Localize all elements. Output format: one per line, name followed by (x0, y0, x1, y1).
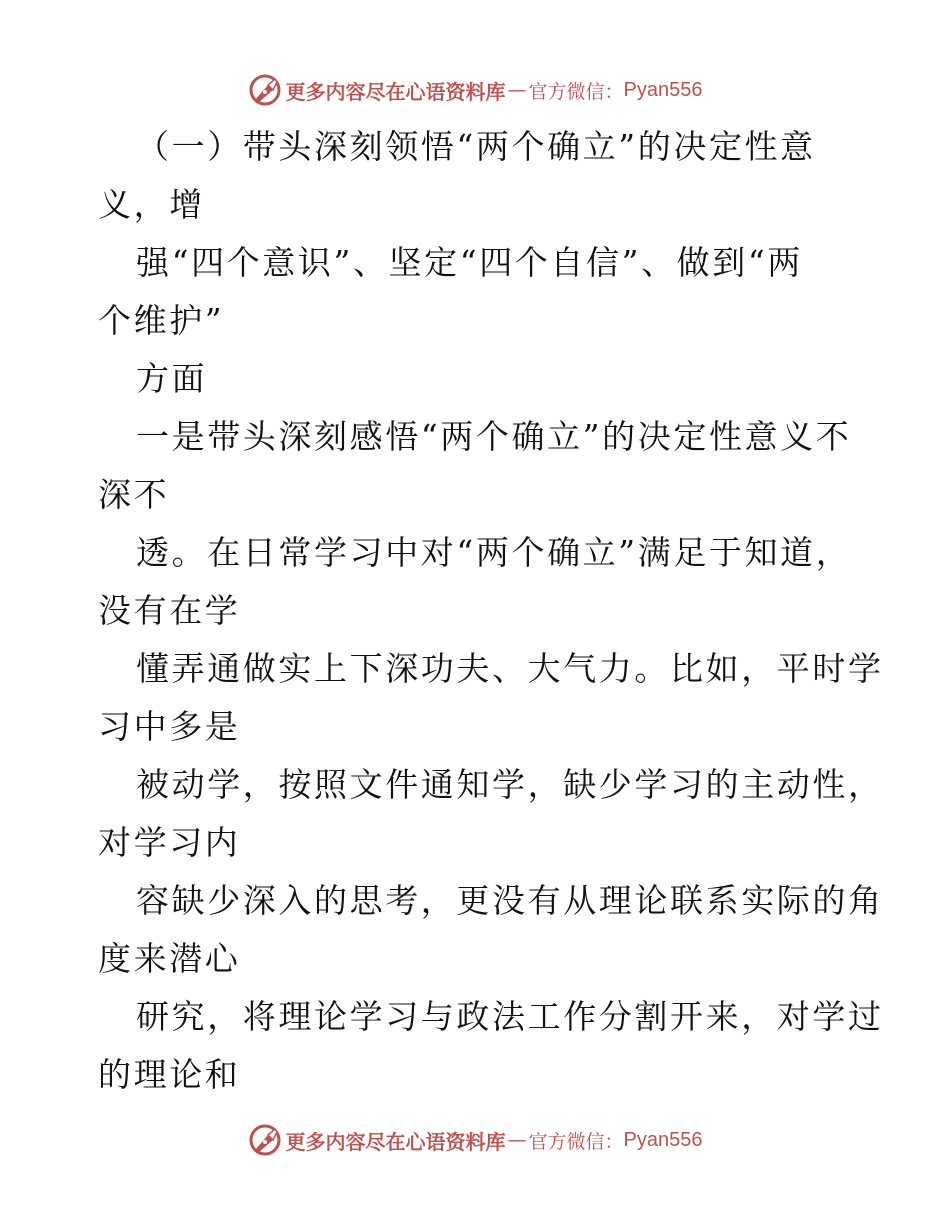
text-line: 一是带头深刻感悟“两个确立”的决定性意义不 (136, 417, 852, 456)
text-line: 透。在日常学习中对“两个确立”满足于知道， (136, 533, 852, 572)
text-line: 习中多是 (98, 707, 241, 746)
banner-wechat-id: Pyan556 (623, 78, 703, 101)
text-line: 度来潜心 (98, 939, 241, 978)
banner-brand-text: 更多内容尽在心语资料库 (285, 1129, 506, 1154)
banner-wechat-id: Pyan556 (623, 1128, 703, 1151)
text-line: 容缺少深入的思考，更没有从理论联系实际的角 (136, 881, 884, 920)
text-line: 义，增 (98, 185, 205, 224)
banner-separator: — (507, 79, 527, 101)
text-line: 方面 (136, 359, 208, 398)
text-line: 懂弄通做实上下深功夫、大气力。比如，平时学 (136, 649, 884, 688)
text-line: 强“四个意识”、坚定“四个自信”、做到“两 (136, 243, 803, 282)
text-line: 没有在学 (98, 591, 241, 630)
text-line: 的理论和 (98, 1055, 241, 1094)
banner-official-label: 官方微信： (528, 80, 624, 103)
banner-brand-text: 更多内容尽在心语资料库 (285, 79, 506, 104)
header-banner (0, 70, 950, 110)
text-line: 个维护” (98, 301, 225, 340)
banner-official-label: 官方微信： (528, 1130, 624, 1153)
text-line: 对学习内 (98, 823, 241, 862)
pen-nib-logo-icon (248, 1123, 282, 1157)
text-line: 被动学，按照文件通知学，缺少学习的主动性， (136, 765, 884, 804)
text-line: （一）带头深刻领悟“两个确立”的决定性意 (136, 127, 816, 166)
banner-separator: — (507, 1129, 527, 1151)
text-line: 研究，将理论学习与政法工作分割开来，对学过 (136, 997, 884, 1036)
footer-banner (0, 1120, 950, 1160)
pen-nib-logo-icon (248, 73, 282, 107)
text-line: 深不 (98, 475, 170, 514)
